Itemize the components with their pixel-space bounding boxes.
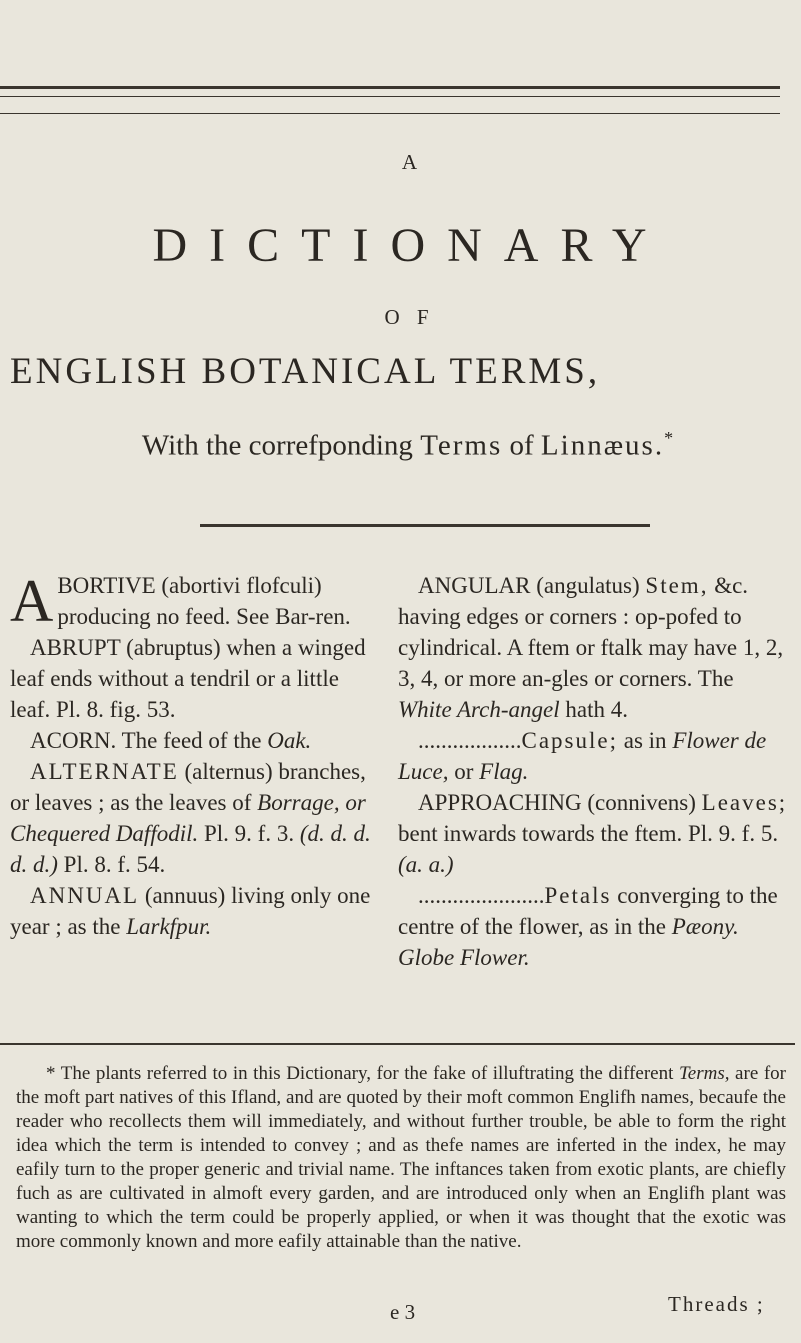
with-line-terms: Terms — [420, 429, 503, 462]
top-rule-thin-2 — [0, 113, 780, 114]
entry-italic: Oak. — [267, 728, 312, 753]
entry-acorn — [10, 725, 378, 756]
footnote-rule — [0, 1043, 795, 1045]
entry-capsule — [398, 725, 788, 787]
page-title: DICTIONARY — [152, 219, 669, 272]
entry-text: (annuus) living only one year ; as the — [10, 883, 371, 939]
entry-text: The feed of the — [116, 728, 268, 753]
entry-text: (angulatus) — [530, 573, 646, 598]
catchword: Threads ; — [668, 1292, 765, 1316]
entry-head: ABRUPT — [30, 635, 121, 660]
signature-mark: e 3 — [390, 1300, 416, 1324]
entry-italic: Flower de Luce, — [398, 728, 767, 784]
entry-smallcaps: Stem, — [645, 573, 709, 598]
entry-italic: Larkfpur. — [126, 914, 212, 939]
entry-smallcaps: Capsule; — [521, 728, 618, 753]
title-of: O F — [384, 305, 435, 329]
entry-approaching — [398, 787, 788, 880]
entry-italic: Pæony. Globe Flower. — [398, 914, 739, 970]
footnote-body-2: are for the moft part natives of this Ifland, and are quoted by their moft common Englifh names, becaufe the reader who recollects them will immediately, and without further trouble, be able to form the right idea which the term is intended to convey ; and as thefe names are inferted in the index, he may eafily turn to the proper generic and trivial name. The inftances taken from exotic plants, are chiefly fuch as are cultivated in almoft every garden, and are introduced only when an Englifh plant was wanting to which the term could be properly applied, or when it was thought that the exotic was more commonly known and more eafily attainable than the native. — [16, 1063, 786, 1252]
title-article: A — [401, 150, 418, 174]
entry-leader: .................. — [418, 728, 522, 753]
with-line-linnaeus: Linnæus. — [540, 429, 665, 462]
entry-angular — [398, 570, 788, 725]
footnote-body: The plants referred to in this Dictionary, for the fake of illuftrating the different — [60, 1063, 679, 1084]
top-rule — [0, 86, 780, 89]
title-with-line — [0, 428, 801, 463]
entry-smallcaps: Petals — [544, 883, 612, 908]
entry-italic: (a. a.) — [398, 852, 454, 877]
entry-text: hath 4. — [559, 697, 628, 722]
footnote-italic: Terms, — [678, 1063, 730, 1084]
entry-text: &c. having edges or corners : op-pofed to cylindrical. A ftem or ftalk may have 1, 2, 3, 4, or more an-gles or corners. The — [398, 573, 784, 691]
entry-text: (alternus) branches, or leaves ; as the leaves of — [10, 759, 366, 815]
entry-text: Pl. 8. f. 54. — [57, 852, 166, 877]
entry-head: ANNUAL — [30, 883, 140, 908]
footnote-mark: * — [46, 1063, 61, 1084]
entry-text: or — [448, 759, 480, 784]
title-rule — [200, 524, 650, 527]
entry-text: Pl. 9. f. 3. — [198, 821, 300, 846]
entry-head: BORTIVE — [57, 573, 156, 598]
top-rule-thin — [0, 96, 780, 97]
with-line-text: With the correfponding — [141, 429, 421, 462]
entry-head: ALTERNATE — [30, 759, 179, 784]
entry-italic: (d. d. d. d. d.) — [10, 821, 371, 877]
entry-italic: Flag. — [479, 759, 529, 784]
with-line-of: of — [502, 429, 541, 462]
entry-abrupt — [10, 632, 378, 725]
entry-text: (abortivi flofculi) producing no feed. See Bar-ren. — [57, 573, 351, 629]
entry-text: (connivens) — [581, 790, 702, 815]
entry-annual — [10, 880, 378, 942]
title-subtitle: ENGLISH BOTANICAL TERMS, — [10, 351, 601, 392]
footnote-text — [16, 1062, 786, 1254]
entry-text: as in — [618, 728, 673, 753]
entry-abortive — [10, 570, 378, 632]
entry-head: APPROACHING — [418, 790, 582, 815]
entry-petals — [398, 880, 788, 973]
entry-alternate — [10, 756, 378, 880]
entry-italic: Borrage, or Chequered Daffodil. — [10, 790, 366, 846]
footnote-marker: * — [664, 428, 674, 448]
right-column — [398, 570, 788, 973]
entry-head: ANGULAR — [418, 573, 531, 598]
footnote — [16, 1062, 786, 1254]
dropcap: A — [10, 568, 54, 634]
entry-head: ACORN. — [30, 728, 117, 753]
left-column — [10, 570, 378, 942]
entry-smallcaps: Leaves; — [701, 790, 788, 815]
entry-italic: White Arch-angel — [398, 697, 560, 722]
entry-leader: ...................... — [418, 883, 545, 908]
entry-text: bent inwards towards the ftem. Pl. 9. f. 5. — [398, 821, 779, 846]
entry-text: converging to the centre of the flower, as in the — [398, 883, 778, 939]
entry-text: (abruptus) when a winged leaf ends without a tendril or a little leaf. Pl. 8. fig. 53. — [10, 635, 366, 722]
